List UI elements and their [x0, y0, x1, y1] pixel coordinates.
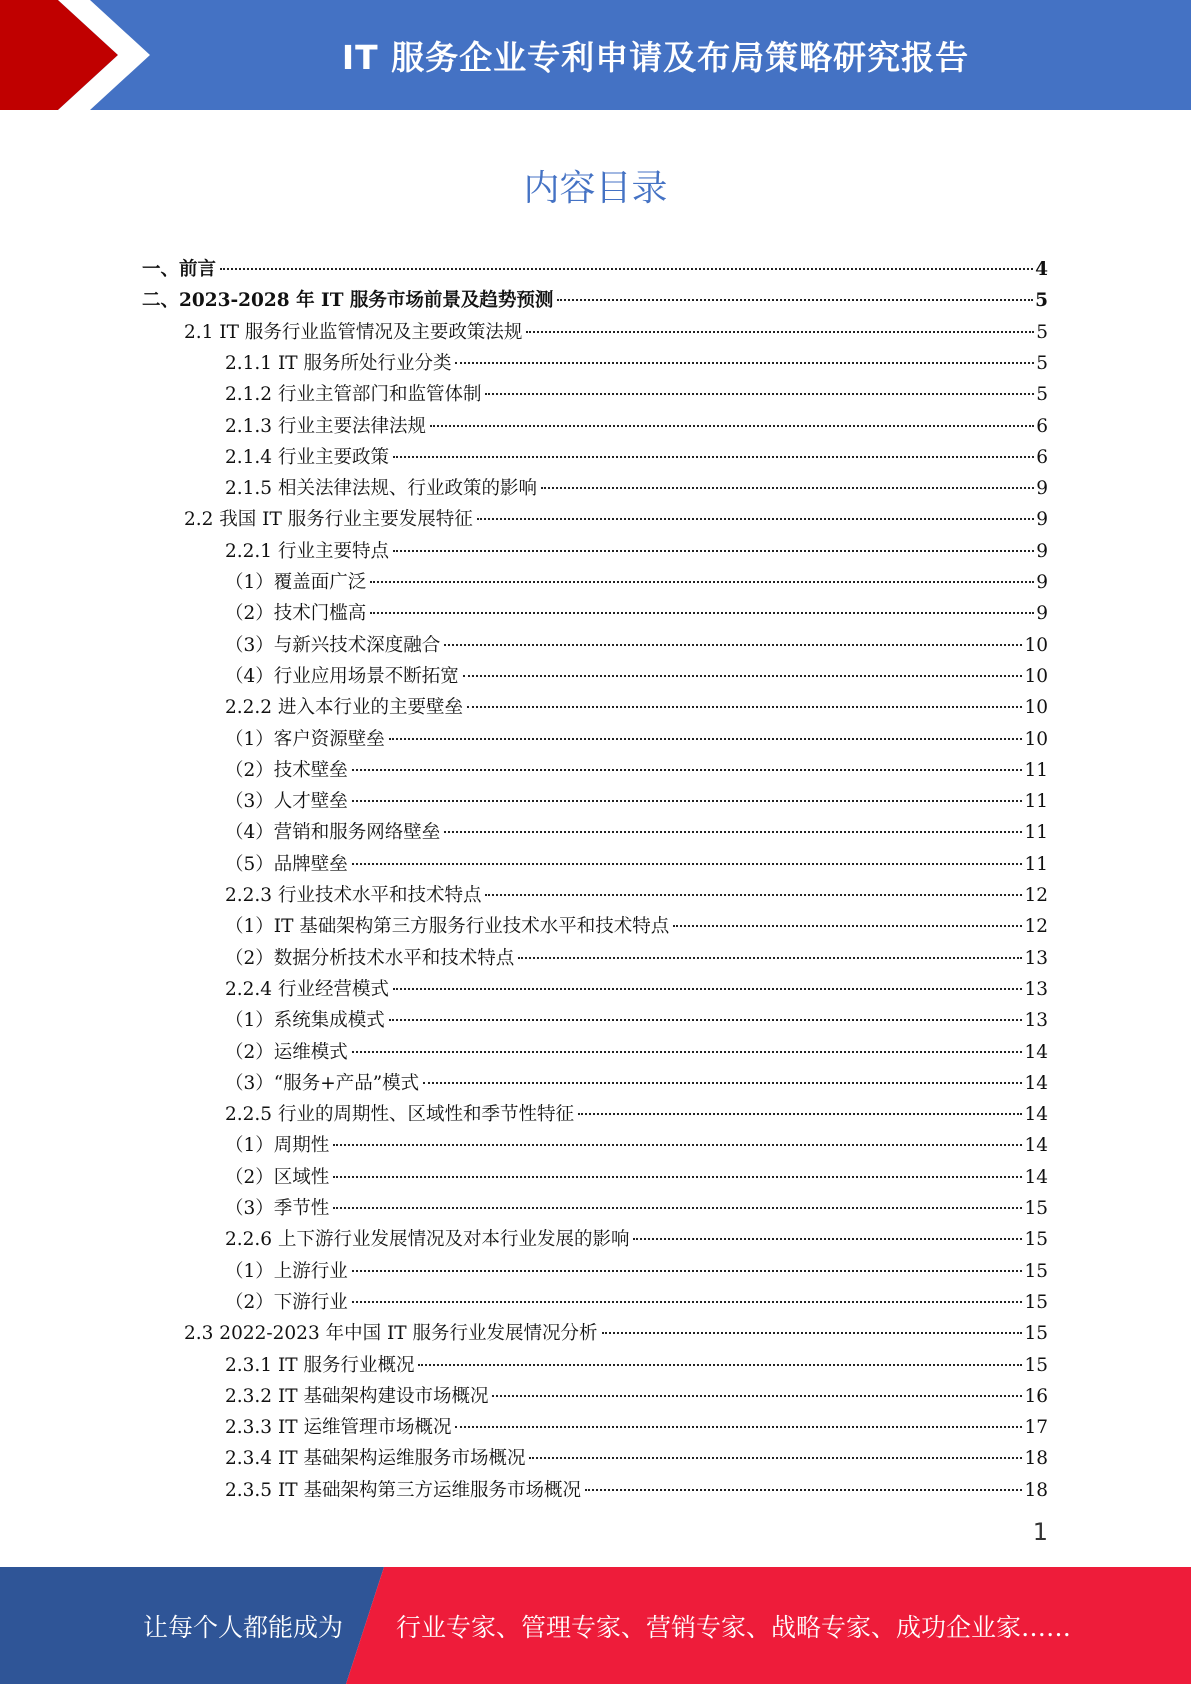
- toc-leader-dots: [352, 1051, 1023, 1053]
- toc-entry-title: 2.1.4 行业主要政策: [225, 446, 389, 468]
- toc-entry-title: （2）下游行业: [225, 1291, 348, 1313]
- toc-leader-dots: [393, 988, 1022, 990]
- toc-entry[interactable]: [225, 1130, 1048, 1161]
- toc-entry-page: 6: [1036, 415, 1048, 437]
- toc-leader-dots: [633, 1238, 1022, 1240]
- footer-band: [0, 1567, 1191, 1684]
- toc-leader-dots: [518, 957, 1022, 959]
- toc-entry-title: （4）行业应用场景不断拓宽: [225, 665, 459, 687]
- toc-entry[interactable]: [225, 598, 1048, 629]
- toc-leader-dots: [467, 706, 1022, 708]
- toc-leader-dots: [463, 675, 1023, 677]
- toc-entry-title: （3）“服务+产品”模式: [225, 1072, 420, 1094]
- toc-entry-page: 9: [1036, 540, 1048, 562]
- toc-entry-page: 15: [1024, 1291, 1048, 1313]
- toc-entry-title: （2）区域性: [225, 1166, 330, 1188]
- toc-leader-dots: [526, 331, 1034, 333]
- toc-leader-dots: [333, 1176, 1022, 1178]
- toc-entry-page: 16: [1024, 1385, 1048, 1407]
- toc-leader-dots: [423, 1082, 1022, 1084]
- toc-entry[interactable]: [225, 661, 1048, 692]
- toc-leader-dots: [529, 1457, 1022, 1459]
- toc-entry-title: （4）营销和服务网络壁垒: [225, 822, 441, 844]
- toc-entry-page: 11: [1024, 853, 1048, 875]
- toc-entry[interactable]: [225, 630, 1048, 661]
- toc-leader-dots: [352, 863, 1023, 865]
- toc-leader-dots: [430, 425, 1034, 427]
- toc-entry[interactable]: [142, 285, 1048, 316]
- toc-entry-title: 2.2.6 上下游行业发展情况及对本行业发展的影响: [225, 1229, 630, 1251]
- report-title: IT 服务企业专利申请及布局策略研究报告: [341, 37, 970, 77]
- toc-entry[interactable]: [225, 911, 1048, 942]
- toc-leader-dots: [352, 1270, 1023, 1272]
- toc-leader-dots: [455, 362, 1034, 364]
- toc-leader-dots: [370, 612, 1034, 614]
- toc-entry-page: 11: [1024, 822, 1048, 844]
- toc-entry-title: 2.2.3 行业技术水平和技术特点: [225, 885, 482, 906]
- toc-entry-title: （3）与新兴技术深度融合: [225, 634, 441, 656]
- toc-leader-dots: [333, 1207, 1022, 1209]
- toc-entry-title: 2.3.5 IT 基础架构第三方运维服务市场概况: [225, 1479, 581, 1501]
- toc-entry[interactable]: [225, 567, 1048, 598]
- toc-entry-title: 二、2023-2028 年 IT 服务市场前景及趋势预测: [142, 290, 554, 312]
- toc-entry-page: 15: [1024, 1229, 1048, 1251]
- toc-entry-page: 5: [1036, 321, 1048, 343]
- toc-entry-page: 14: [1024, 1041, 1048, 1063]
- toc-entry-title: 2.1.5 相关法律法规、行业政策的影响: [225, 478, 537, 500]
- toc-entry-title: （2）技术壁垒: [225, 759, 348, 781]
- toc-leader-dots: [541, 487, 1034, 489]
- toc-entry-page: 14: [1024, 1166, 1048, 1188]
- toc-leader-dots: [418, 1364, 1022, 1366]
- toc-entry-title: （2）运维模式: [225, 1041, 348, 1063]
- toc-entry-title: （3）人才壁垒: [225, 791, 348, 813]
- toc-entry[interactable]: [225, 1350, 1048, 1381]
- toc-entry-title: 2.3.4 IT 基础架构运维服务市场概况: [225, 1448, 526, 1470]
- toc-leader-dots: [455, 1426, 1022, 1428]
- toc-leader-dots: [492, 1395, 1022, 1397]
- toc-leader-dots: [485, 393, 1034, 395]
- toc-entry[interactable]: [184, 1318, 1048, 1349]
- toc-entry[interactable]: [225, 473, 1048, 504]
- toc-entry[interactable]: [142, 254, 1048, 285]
- toc-leader-dots: [578, 1113, 1022, 1115]
- toc-entry[interactable]: [225, 786, 1048, 817]
- toc-entry-page: 18: [1024, 1448, 1048, 1470]
- toc-entry-title: （1）系统集成模式: [225, 1010, 385, 1032]
- toc-leader-dots: [389, 1019, 1023, 1021]
- toc-entry-title: （1）IT 基础架构第三方服务行业技术水平和技术特点: [225, 916, 670, 938]
- toc-entry-page: 11: [1024, 759, 1048, 781]
- toc-entry-title: 一、前言: [142, 259, 217, 280]
- toc-entry-title: （1）周期性: [225, 1135, 330, 1157]
- toc-leader-dots: [444, 644, 1022, 646]
- toc-entry-title: （1）客户资源壁垒: [225, 728, 385, 750]
- toc-entry[interactable]: [225, 348, 1048, 379]
- toc-entry-title: 2.1.1 IT 服务所处行业分类: [225, 352, 452, 374]
- toc-entry[interactable]: [184, 317, 1048, 348]
- toc-entry[interactable]: [225, 1037, 1048, 1068]
- toc-entry-page: 9: [1036, 509, 1048, 531]
- toc-leader-dots: [485, 894, 1022, 896]
- toc-entry-title: 2.2 我国 IT 服务行业主要发展特征: [184, 509, 473, 531]
- header-band: [0, 0, 1191, 110]
- toc-entry-title: （5）品牌壁垒: [225, 853, 348, 875]
- toc-leader-dots: [220, 268, 1033, 270]
- toc-entry-page: 9: [1036, 603, 1048, 625]
- toc-entry-title: 2.1 IT 服务行业监管情况及主要政策法规: [184, 321, 523, 343]
- toc-leader-dots: [352, 769, 1023, 771]
- toc-entry-page: 11: [1024, 791, 1048, 813]
- toc-entry-page: 15: [1024, 1260, 1048, 1282]
- toc-entry-page: 18: [1024, 1479, 1048, 1501]
- toc-entry-page: 10: [1024, 728, 1048, 750]
- toc-entry-page: 4: [1035, 259, 1048, 280]
- toc-leader-dots: [352, 1301, 1023, 1303]
- toc-entry-title: （2）技术门槛高: [225, 603, 367, 625]
- header-arrow-icon: [0, 0, 160, 110]
- toc-entry-title: （1）上游行业: [225, 1260, 348, 1282]
- toc-entry[interactable]: [225, 1287, 1048, 1318]
- toc-entry-title: 2.3 2022-2023 年中国 IT 服务行业发展情况分析: [184, 1323, 598, 1345]
- toc-entry[interactable]: [225, 1193, 1048, 1224]
- toc-entry[interactable]: [225, 1224, 1048, 1255]
- footer-slogan-right: 行业专家、管理专家、营销专家、战略专家、成功企业家……: [396, 1612, 1072, 1642]
- toc-leader-dots: [393, 456, 1034, 458]
- toc-leader-dots: [673, 925, 1022, 927]
- toc-entry-page: 12: [1024, 885, 1048, 906]
- toc-entry-page: 10: [1024, 697, 1048, 719]
- toc-entry-page: 14: [1024, 1104, 1048, 1126]
- toc-entry[interactable]: [225, 880, 1048, 911]
- toc-entry[interactable]: [225, 1256, 1048, 1287]
- toc-entry-title: 2.2.4 行业经营模式: [225, 978, 389, 1000]
- toc-entry-page: 15: [1024, 1198, 1048, 1219]
- toc-entry[interactable]: [225, 536, 1048, 567]
- toc-entry[interactable]: [225, 817, 1048, 848]
- toc-entry[interactable]: [225, 1475, 1048, 1506]
- toc-entry[interactable]: [225, 442, 1048, 473]
- toc-entry-title: 2.3.2 IT 基础架构建设市场概况: [225, 1385, 489, 1407]
- toc-entry-page: 12: [1024, 916, 1048, 938]
- toc-entry-title: （1）覆盖面广泛: [225, 572, 367, 593]
- toc-entry[interactable]: [225, 1005, 1048, 1036]
- toc-leader-dots: [602, 1332, 1023, 1334]
- toc-leader-dots: [333, 1144, 1022, 1146]
- toc-entry[interactable]: [225, 379, 1048, 410]
- toc-entry-page: 5: [1036, 384, 1048, 406]
- toc-leader-dots: [585, 1489, 1022, 1491]
- toc-entry-page: 15: [1024, 1323, 1048, 1345]
- toc-entry-page: 9: [1036, 572, 1048, 593]
- toc-entry[interactable]: [225, 1443, 1048, 1474]
- toc-entry[interactable]: [225, 974, 1048, 1005]
- toc-leader-dots: [393, 550, 1034, 552]
- toc-leader-dots: [370, 581, 1034, 583]
- toc-entry-page: 10: [1024, 665, 1048, 687]
- toc-entry-title: 2.3.1 IT 服务行业概况: [225, 1354, 415, 1376]
- toc-entry-page: 17: [1024, 1417, 1048, 1439]
- toc-entry-page: 10: [1024, 634, 1048, 656]
- toc-entry-page: 13: [1024, 947, 1048, 969]
- toc-leader-dots: [352, 800, 1023, 802]
- toc-entry[interactable]: [225, 1412, 1048, 1443]
- toc-entry[interactable]: [225, 411, 1048, 442]
- toc-entry[interactable]: [225, 1381, 1048, 1412]
- toc-entry-title: 2.2.1 行业主要特点: [225, 540, 389, 562]
- toc-entry-title: （3）季节性: [225, 1198, 330, 1219]
- toc-entry-page: 9: [1036, 478, 1048, 500]
- toc-entry-title: 2.1.3 行业主要法律法规: [225, 415, 426, 437]
- toc-entry[interactable]: [225, 1099, 1048, 1130]
- toc-heading: 内容目录: [523, 168, 668, 209]
- toc-entry-page: 15: [1024, 1354, 1048, 1376]
- toc-entry[interactable]: [225, 943, 1048, 974]
- toc-entry-page: 14: [1024, 1135, 1048, 1157]
- toc-leader-dots: [444, 831, 1022, 833]
- toc-entry-page: 5: [1036, 352, 1048, 374]
- toc-entry-page: 13: [1024, 1010, 1048, 1032]
- toc-entry-page: 14: [1024, 1072, 1048, 1094]
- toc-entry[interactable]: [225, 1068, 1048, 1099]
- toc-entry-title: 2.2.5 行业的周期性、区域性和季节性特征: [225, 1104, 574, 1126]
- toc-entry-title: 2.3.3 IT 运维管理市场概况: [225, 1417, 452, 1439]
- toc-entry-title: 2.1.2 行业主管部门和监管体制: [225, 384, 482, 406]
- toc-entry[interactable]: [225, 1162, 1048, 1193]
- toc-entry-title: （2）数据分析技术水平和技术特点: [225, 947, 515, 969]
- toc-entry[interactable]: [225, 692, 1048, 723]
- toc-entry[interactable]: [184, 504, 1048, 535]
- footer-slogan-left: 让每个人都能成为: [143, 1612, 344, 1642]
- toc-leader-dots: [557, 299, 1033, 301]
- toc-entry-page: 6: [1036, 446, 1048, 468]
- page-number: 1: [1032, 1518, 1048, 1546]
- toc-leader-dots: [477, 518, 1035, 520]
- toc-entry[interactable]: [225, 849, 1048, 880]
- toc-entry-title: 2.2.2 进入本行业的主要壁垒: [225, 697, 463, 719]
- toc-entry-page: 13: [1024, 978, 1048, 1000]
- toc-entry[interactable]: [225, 724, 1048, 755]
- toc-entry[interactable]: [225, 755, 1048, 786]
- toc-entry-page: 5: [1035, 290, 1048, 312]
- toc-leader-dots: [389, 738, 1023, 740]
